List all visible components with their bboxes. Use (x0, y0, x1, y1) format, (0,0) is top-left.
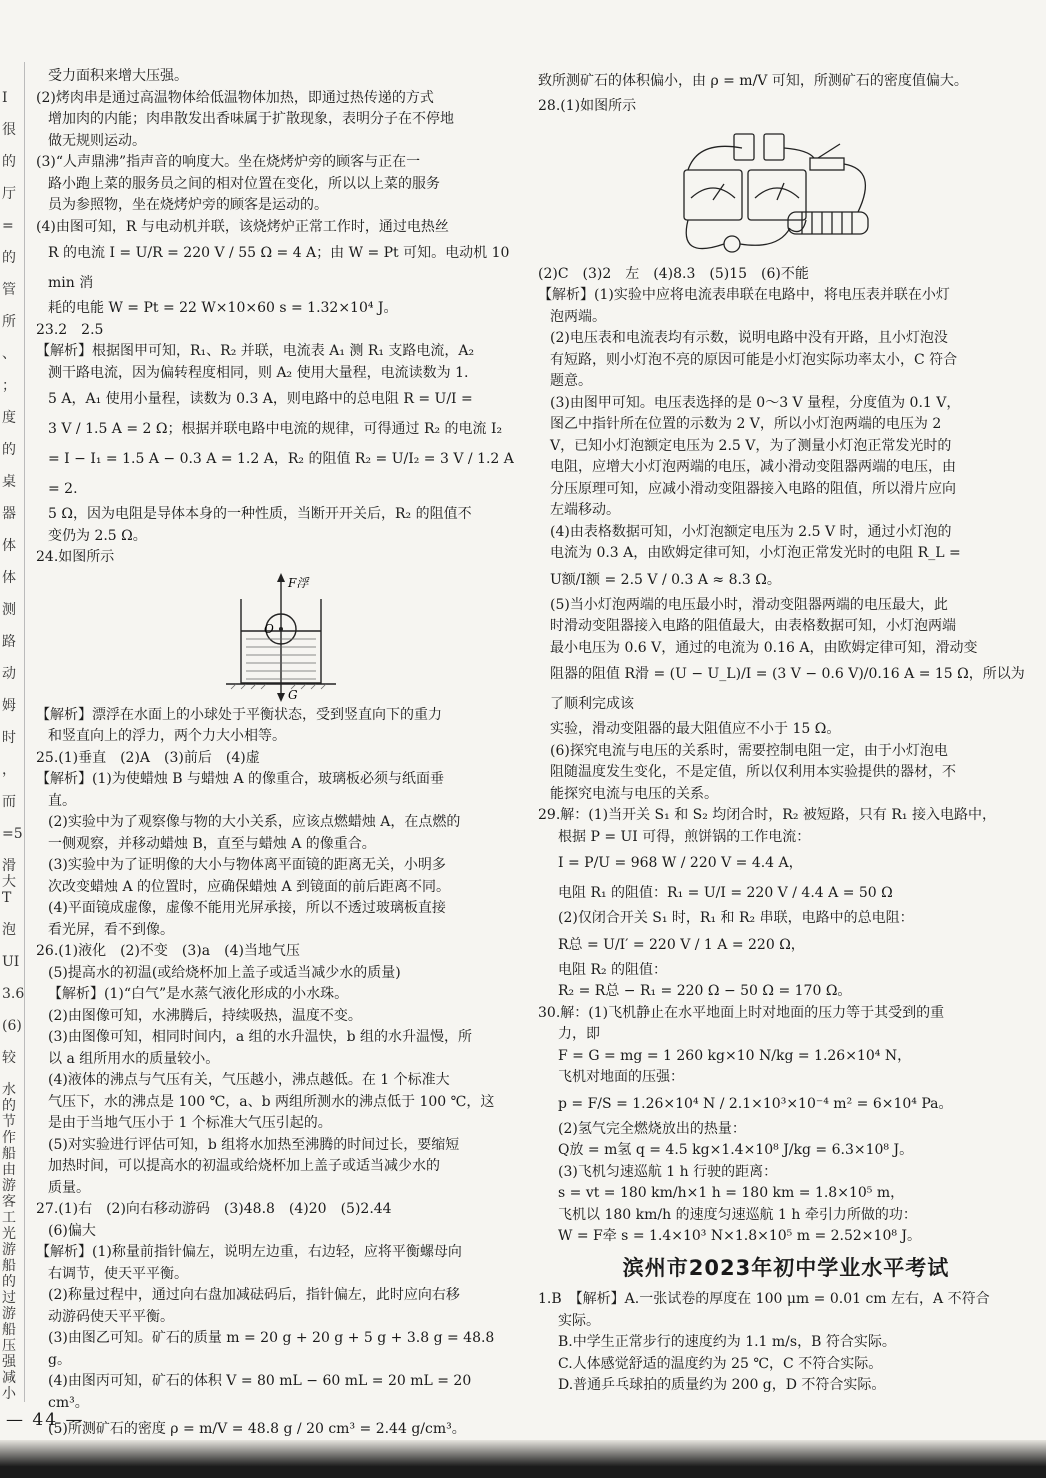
text-line: 【解析】(1)实验中应将电流表串联在电路中，将电压表并联在小灯 (538, 287, 950, 303)
column-divider (24, 62, 25, 1402)
edge-fragment: 工光 (2, 1210, 16, 1242)
text-line: (3)飞机匀速巡航 1 h 行驶的距离： (558, 1163, 778, 1180)
text-line: I = P/U = 968 W / 220 V = 4.4 A， (558, 855, 803, 871)
text-line: 受力面积来增大压强。 (48, 68, 188, 84)
edge-fragment: 较 (2, 1050, 16, 1066)
text-line: 力，即 (558, 1026, 600, 1042)
edge-fragment: = (2, 218, 14, 234)
edge-fragment: 游船 (2, 1306, 16, 1338)
text-line: (5)提高水的初温(或给烧杯加上盖子或适当减少水的质量) (48, 964, 401, 981)
text-line: 【解析】漂浮在水面上的小球处于平衡状态，受到竖直向下的重力 (36, 706, 442, 723)
answer-26: 26.(1)液化 (2)不变 (3)a (4)当地气压 (36, 943, 300, 959)
edge-fragment: 器 (2, 506, 16, 522)
ball-center-dot (279, 627, 283, 631)
edge-fragment: 船由 (2, 1146, 16, 1178)
label-center: O (264, 621, 274, 636)
edge-fragment: 的 (2, 442, 16, 458)
edge-fragment: 体 (2, 538, 16, 554)
text-line: (2)实验中为了观察像与物的大小关系，应该点燃蜡烛 A，在点燃的 (48, 814, 461, 830)
text-line: (5)所测矿石的密度 ρ = m/V = 48.8 g / 20 cm³ = 2.44 g/cm³。 (48, 1421, 466, 1437)
text-line: 实际。 (558, 1312, 600, 1329)
edge-fragment: 度 (2, 410, 16, 426)
text-line: 泡两端。 (550, 308, 606, 325)
text-line: (3)由图像可知，相同时间内，a 组的水升温快，b 组的水升温慢，所 (48, 1029, 473, 1045)
text-line: C.人体感觉舒适的温度约为 25 ℃，C 不符合实际。 (558, 1355, 883, 1372)
text-line: (3)由图乙可知。矿石的质量 m = 20 g + 20 g + 5 g + 3.8 g = 48.8 (48, 1330, 495, 1346)
text-line: 5 A，A₁ 使用小量程，读数为 0.3 A，则电路中的总电阻 R = U/I = (48, 391, 473, 407)
edge-fragment: 体 (2, 570, 16, 586)
text-line: 看光屏，看不到像。 (48, 921, 174, 938)
ammeter (684, 170, 742, 220)
text-line: 做无规则运动。 (48, 132, 146, 149)
text-line: 飞机以 180 km/h 的速度匀速巡航 1 h 牵引力所做的功： (558, 1206, 917, 1223)
text-line: 能探究电流与电压的关系。 (550, 785, 718, 802)
text-line: 飞机对地面的压强： (558, 1069, 684, 1085)
circuit-diagram (538, 120, 1034, 262)
scan-shadow (0, 1440, 1046, 1478)
text-line: 阻器的阻值 R滑 = (U − U_L)/I = (3 V − 0.6 V)/0.16 A = 15 Ω，所以为了顺利完成该 (550, 666, 1025, 712)
buoyancy-diagram (36, 571, 526, 703)
text-line: (4)平面镜成虚像，虚像不能用光屏承接，所以不透过玻璃板直接 (48, 900, 446, 916)
text-line: 【解析】根据图甲可知，R₁、R₂ 并联，电流表 A₁ 测 R₁ 支路电流，A₂ (36, 343, 475, 359)
edge-fragment: 滑大 (2, 858, 16, 890)
text-line: 一侧观察，并移动蜡烛 B，直至与蜡烛 A 的像重合。 (48, 835, 376, 852)
circuit-figure (538, 120, 1034, 262)
text-line: 3 V / 1.5 A = 2 Ω；根据并联电路中电流的规律，可得通过 R₂ 的电流 I₂ (48, 421, 503, 437)
page-number: — 44 — (6, 1410, 85, 1430)
left-edge-fragments (0, 60, 24, 1400)
text-line: 分压原理可知，应减小滑动变阻器接入电路的阻值，所以滑片应向 (550, 480, 956, 497)
text-line: W = F牵 s = 1.4×10³ N×1.8×10⁵ m = 2.52×10⁸ J。 (558, 1228, 922, 1244)
edge-fragment: 管 (2, 282, 16, 298)
answer-27: 27.(1)右 (2)向右移动游码 (3)48.8 (4)20 (5)2.44 (36, 1201, 392, 1217)
text-line: = I − I₁ = 1.5 A − 0.3 A = 1.2 A，R₂ 的阻值 R₂ = U/I₂ = 3 V / 1.2 A = 2. (48, 451, 514, 497)
text-line: 质量。 (48, 1179, 90, 1196)
text-line: D.普通乒乓球拍的质量约为 200 g，D 不符合实际。 (558, 1377, 886, 1393)
edge-fragment: 的 (2, 250, 16, 266)
text-line: 增加肉的内能；肉串散发出香味属于扩散现象，表明分子在不停地 (48, 111, 454, 127)
text-line: (6)偏大 (48, 1222, 96, 1239)
arrow-down-head (277, 693, 285, 702)
text-line: s = vt = 180 km/h×1 h = 180 km = 1.8×10⁵ m， (558, 1185, 905, 1201)
text-line: (4)液体的沸点与气压有关，气压越小，沸点越低。在 1 个标准大 (48, 1072, 450, 1088)
text-line: 【解析】(1)为使蜡烛 B 与蜡烛 A 的像重合，玻璃板必须与纸面垂 (36, 771, 445, 787)
text-line: 电阻 R₁ 的阻值：R₁ = U/I = 220 V / 4.4 A = 50 Ω (558, 885, 893, 901)
edge-fragment: 时 (2, 730, 16, 746)
edge-fragment: 压强 (2, 1338, 16, 1370)
text-line: (2)称量过程中，通过向右盘加减砝码后，指针偏左，此时应向右移 (48, 1287, 460, 1303)
text-line: F = G = mg = 1 260 kg×10 N/kg = 1.26×10⁴ N， (558, 1047, 912, 1064)
text-line: 电阻 R₂ 的阻值： (558, 961, 668, 978)
text-line: cm³。 (48, 1394, 89, 1411)
edge-fragment: ， (2, 762, 16, 778)
text-line: 和竖直向上的浮力，两个力大小相等。 (48, 728, 286, 744)
text-line: R₂ = R总 − R₁ = 220 Ω − 50 Ω = 170 Ω。 (558, 983, 852, 999)
text-line: 题意。 (550, 373, 592, 389)
text-line: (3)由图甲可知。电压表选择的是 0～3 V 量程，分度值为 0.1 V， (550, 394, 961, 411)
text-line: 阻随温度发生变化，不是定值，所以仅利用本实验提供的器材，不 (550, 764, 956, 780)
answer-24: 24.如图所示 (36, 549, 115, 565)
edge-fragment: T (2, 890, 12, 906)
section-title: 滨州市2023年初中学业水平考试 (622, 1255, 950, 1280)
answer-29: 29.解：(1)当开关 S₁ 和 S₂ 均闭合时，R₂ 被短路，只有 R₁ 接入电路中， (538, 807, 996, 823)
text-line: 【解析】(1)称量前指针偏左，说明左边重，右边轻，应将平衡螺母向 (36, 1244, 462, 1260)
answer-25: 25.(1)垂直 (2)A (3)前后 (4)虚 (36, 749, 260, 766)
edge-fragment: 3.6 (2, 986, 24, 1002)
text-line: (4)由表格数据可知，小灯泡额定电压为 2.5 V 时，通过小灯泡的 (550, 523, 952, 540)
text-line: (2)氢气完全燃烧放出的热量： (558, 1120, 746, 1137)
edge-fragment: 的过 (2, 1274, 16, 1306)
text-line: 图乙中指针所在位置的示数为 2 V，所以小灯泡两端的电压为 2 (550, 416, 942, 432)
label-gravity: G (288, 687, 298, 702)
text-line: 是由于当地气压小于 1 个标准大气压引起的。 (48, 1115, 332, 1131)
switch-lever (818, 144, 840, 158)
buoyancy-figure (36, 571, 526, 703)
text-line: Q放 = m氢 q = 4.5 kg×1.4×10⁸ J/kg = 6.3×10⁸ J。 (558, 1142, 914, 1158)
text-line: (6)探究电流与电压的关系时，需要控制电阻一定，由于小灯泡电 (550, 742, 948, 759)
text-line: 根据 P = UI 可得，煎饼锅的工作电流： (558, 828, 811, 845)
answer-30: 30.解：(1)飞机静止在水平地面上时对地面的压力等于其受到的重 (538, 1004, 945, 1021)
text-line: 电阻，应增大小灯泡两端的电压，减小滑动变阻器两端的电压，由 (550, 459, 956, 475)
text-line: 耗的电能 W = Pt = 22 W×10×60 s = 1.32×10⁴ J。 (48, 300, 398, 316)
text-line: g。 (48, 1351, 71, 1368)
edge-fragment: 节作 (2, 1114, 16, 1146)
edge-fragment: 所 (2, 314, 16, 330)
answer-23: 23.2 2.5 (36, 321, 104, 338)
text-line: p = F/S = 1.26×10⁴ N / 2.1×10³×10⁻⁴ m² = 6×10⁴ Pa。 (558, 1095, 953, 1112)
edge-fragment: 游船 (2, 1242, 16, 1274)
text-line: (2)烤肉串是通过高温物体给低温物体加热，即通过热传递的方式 (36, 89, 434, 106)
edge-fragment: ； (2, 378, 16, 394)
label-buoyancy: F浮 (288, 575, 309, 590)
edge-fragment: 厅 (2, 186, 16, 202)
edge-fragment: I (2, 90, 8, 106)
text-line: 左端移动。 (550, 502, 620, 518)
edge-fragment: 测 (2, 602, 16, 618)
right-column (538, 66, 1034, 1397)
edge-fragment: 很 (2, 122, 16, 138)
text-line: 直。 (48, 792, 76, 809)
text-line: 电流为 0.3 A，由欧姆定律可知，小灯泡正常发光时的电阻 R_L = (550, 545, 961, 561)
text-line: (5)对实验进行评估可知，b 组将水加热至沸腾的时间过长，要缩短 (48, 1136, 460, 1153)
text-line: 5 Ω，因为电阻是导体本身的一种性质，当断开开关后，R₂ 的阻值不 (48, 506, 472, 522)
answer-1: 1.B 【解析】A.一张试卷的厚度在 100 μm = 0.01 cm 左右，A 不符合 (538, 1291, 990, 1307)
edge-fragment: UI (2, 954, 20, 970)
edge-fragment: 桌 (2, 474, 16, 490)
text-line: 致所测矿石的体积偏小，由 ρ = m/V 可知，所测矿石的密度值偏大。 (538, 73, 968, 89)
text-line: 实验，滑动变阻器的最大阻值应不小于 15 Ω。 (550, 721, 841, 737)
text-line: (2)电压表和电流表均有示数，说明电路中没有开路，且小灯泡没 (550, 330, 948, 346)
switch-base (810, 158, 844, 170)
text-line: 员为参照物，坐在烧烤炉旁的顾客是运动的。 (48, 197, 328, 213)
text-line: U额/I额 = 2.5 V / 0.3 A ≈ 8.3 Ω。 (550, 571, 781, 588)
text-line: B.中学生正常步行的速度约为 1.1 m/s，B 符合实际。 (558, 1334, 896, 1350)
text-line: 加热时间，可以提高水的初温或给烧杯加上盖子或适当减少水的 (48, 1158, 440, 1174)
text-line: 时滑动变阻器接入电路的阻值最大，由表格数据可知，小灯泡两端 (550, 618, 956, 634)
text-line: 动游码使天平平衡。 (48, 1308, 174, 1325)
text-line: 测干路电流，因为偏转程度相同，则 A₂ 使用大量程，电流读数为 1. (48, 364, 469, 381)
text-line: R 的电流 I = U/R = 220 V / 55 Ω = 4 A；由 W = Pt 可知。电动机 10 min 消 (48, 245, 510, 291)
text-line: (4)由图丙可知，矿石的体积 V = 80 mL − 60 mL = 20 mL = 20 (48, 1373, 472, 1389)
answer-28-options: (2)C (3)2 左 (4)8.3 (5)15 (6)不能 (538, 265, 809, 282)
text-line: 【解析】(1)“白气”是水蒸气液化形成的小水珠。 (48, 986, 349, 1002)
battery-2 (764, 134, 784, 160)
light-bulb (724, 236, 740, 252)
text-line: 路小跑上菜的服务员之间的相对位置在变化，所以以上菜的服务 (48, 175, 440, 192)
answer-28: 28.(1)如图所示 (538, 98, 637, 114)
edge-fragment: 而 (2, 794, 16, 810)
edge-fragment: =5 (2, 826, 23, 842)
edge-fragment: 泡 (2, 922, 16, 938)
text-line: 变仍为 2.5 Ω。 (48, 527, 147, 544)
text-line: 有短路，则小灯泡不亮的原因可能是小灯泡实际功率太小，C 符合 (550, 351, 958, 368)
edge-fragment: 的 (2, 154, 16, 170)
text-line: 气压下，水的沸点是 100 ℃，a、b 两组所测水的沸点低于 100 ℃，这 (48, 1093, 495, 1110)
text-line: 最小电压为 0.6 V，通过的电流为 0.16 A，由欧姆定律可知，滑动变 (550, 639, 978, 656)
edge-fragment: (6) (2, 1018, 22, 1034)
text-line: V，已知小灯泡额定电压为 2.5 V，为了测量小灯泡正常发光时的 (550, 437, 952, 454)
text-line: (4)由图可知，R 与电动机并联，该烧烤炉正常工作时，通过电热丝 (36, 218, 449, 235)
text-line: (5)当小灯泡两端的电压最小时，滑动变阻器两端的电压最大，此 (550, 596, 948, 613)
text-line: 次改变蜡烛 A 的位置时，应确保蜡烛 A 到镜面的前后距离不同。 (48, 878, 451, 895)
edge-fragment: 水的 (2, 1082, 16, 1114)
text-line: (3)实验中为了证明像的大小与物体离平面镜的距离无关，小明多 (48, 857, 446, 873)
text-line: (2)由图像可知，水沸腾后，持续吸热，温度不变。 (48, 1007, 362, 1024)
text-line: 右调节，使天平平衡。 (48, 1265, 188, 1282)
edge-fragment: 减小 (2, 1370, 16, 1400)
edge-fragment: 动 (2, 666, 16, 682)
text-line: R总 = U/I′ = 220 V / 1 A = 220 Ω， (558, 936, 805, 953)
edge-fragment: 姆 (2, 698, 16, 714)
text-line: (3)“人声鼎沸”指声音的响度大。坐在烧烤炉旁的顾客与正在一 (36, 154, 421, 170)
arrow-up-head (277, 573, 285, 582)
edge-fragment: 路 (2, 634, 16, 650)
edge-fragment: 游客 (2, 1178, 16, 1210)
text-line: (2)仅闭合开关 S₁ 时，R₁ 和 R₂ 串联，电路中的总电阻： (558, 910, 914, 926)
edge-fragment: 、 (2, 346, 16, 362)
left-column (36, 66, 526, 1466)
text-line: 以 a 组所用水的质量较小。 (48, 1050, 220, 1067)
